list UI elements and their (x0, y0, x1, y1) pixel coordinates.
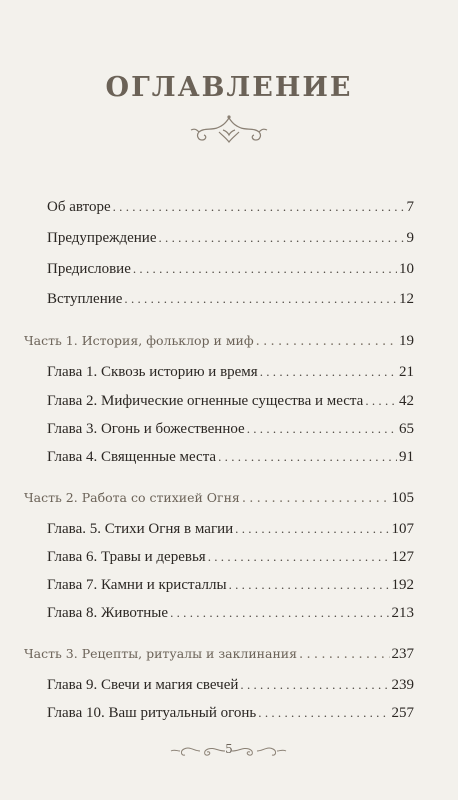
toc-part-entry[interactable] (24, 489, 414, 508)
toc-part-entry[interactable] (24, 645, 414, 664)
leader-dots (258, 704, 389, 722)
leader-dots (247, 420, 397, 438)
toc-entry-label: Глава 2. Мифические огненные существа и места (47, 393, 364, 409)
leader-dots (218, 448, 397, 466)
leader-dots (158, 229, 404, 247)
leader-dots (240, 676, 389, 694)
toc-entry-label: Глава 1. Сквозь историю и время (47, 364, 258, 380)
toc-entry[interactable] (47, 260, 414, 278)
leader-dots (170, 604, 389, 622)
toc-entry[interactable] (47, 576, 414, 594)
toc-entry[interactable] (47, 548, 414, 566)
page-footer (0, 742, 458, 762)
toc-entry-label: Глава 8. Животные (47, 605, 169, 621)
toc-entry-label: Глава 10. Ваш ритуальный огонь (47, 705, 257, 721)
toc-part-label: Часть 1. История, фольклор и миф (24, 333, 254, 348)
toc-entry[interactable] (47, 520, 414, 538)
toc-entry[interactable] (47, 676, 414, 694)
page-number: 5 (225, 742, 233, 756)
footer-flourish-right-icon (231, 744, 287, 758)
toc-entry-page: 65 (399, 421, 414, 437)
leader-dots (299, 646, 389, 664)
leader-dots (133, 260, 397, 278)
toc-part-label: Часть 2. Работа со стихией Огня (24, 490, 240, 505)
toc-part-label: Часть 3. Рецепты, ритуалы и заклинания (24, 646, 298, 661)
toc-entry-page: 192 (391, 577, 414, 593)
toc-entry[interactable] (47, 448, 414, 466)
toc-entry-page: 213 (391, 605, 414, 621)
toc-entry-label: Глава 9. Свечи и магия свечей (47, 677, 239, 693)
toc-entry[interactable] (47, 420, 414, 438)
leader-dots (208, 548, 390, 566)
toc-entry[interactable] (47, 198, 414, 216)
toc-entry-page: 127 (391, 549, 414, 565)
toc-entry-page: 91 (399, 449, 414, 465)
toc-entry-label: Глава. 5. Стихи Огня в магии (47, 521, 234, 537)
toc-entry-label: Предисловие (47, 261, 131, 277)
toc-entry-page: 105 (391, 490, 414, 506)
toc-entry-page: 239 (391, 677, 414, 693)
toc-entry-label: Вступление (47, 291, 123, 307)
toc-entry[interactable] (47, 604, 414, 622)
toc-entry[interactable] (47, 290, 414, 308)
leader-dots (124, 290, 397, 308)
leader-dots (256, 333, 397, 351)
toc-entry-label: Глава 6. Травы и деревья (47, 549, 206, 565)
leader-dots (229, 576, 390, 594)
leader-dots (242, 490, 390, 508)
leader-dots (235, 520, 389, 538)
toc-entry-page: 12 (399, 291, 414, 307)
toc-entry-label: Глава 7. Камни и кристаллы (47, 577, 227, 593)
toc-entry-page: 10 (399, 261, 414, 277)
toc-entry-page: 21 (399, 364, 414, 380)
leader-dots (365, 392, 397, 410)
toc-entry-page: 257 (391, 705, 414, 721)
toc-entry-page: 237 (391, 646, 414, 662)
page-title: ОГЛАВЛЕНИЕ (105, 72, 353, 103)
toc-entry[interactable] (47, 229, 414, 247)
toc-entry-label: Предупреждение (47, 230, 157, 246)
toc-entry-page: 7 (406, 199, 414, 215)
leader-dots (113, 198, 405, 216)
toc-entry[interactable] (47, 704, 414, 722)
toc-entry[interactable] (47, 392, 414, 410)
toc-entry-page: 107 (391, 521, 414, 537)
toc-entry-page: 9 (406, 230, 414, 246)
toc-entry-page: 42 (399, 393, 414, 409)
toc-entry-label: Глава 4. Священные места (47, 449, 217, 465)
toc-entry-page: 19 (399, 333, 414, 349)
toc-entry-label: Глава 3. Огонь и божественное (47, 421, 245, 437)
toc-part-entry[interactable] (24, 332, 414, 351)
leader-dots (260, 363, 397, 381)
toc-entry-label: Об авторе (47, 199, 111, 215)
toc-entry[interactable] (47, 363, 414, 381)
